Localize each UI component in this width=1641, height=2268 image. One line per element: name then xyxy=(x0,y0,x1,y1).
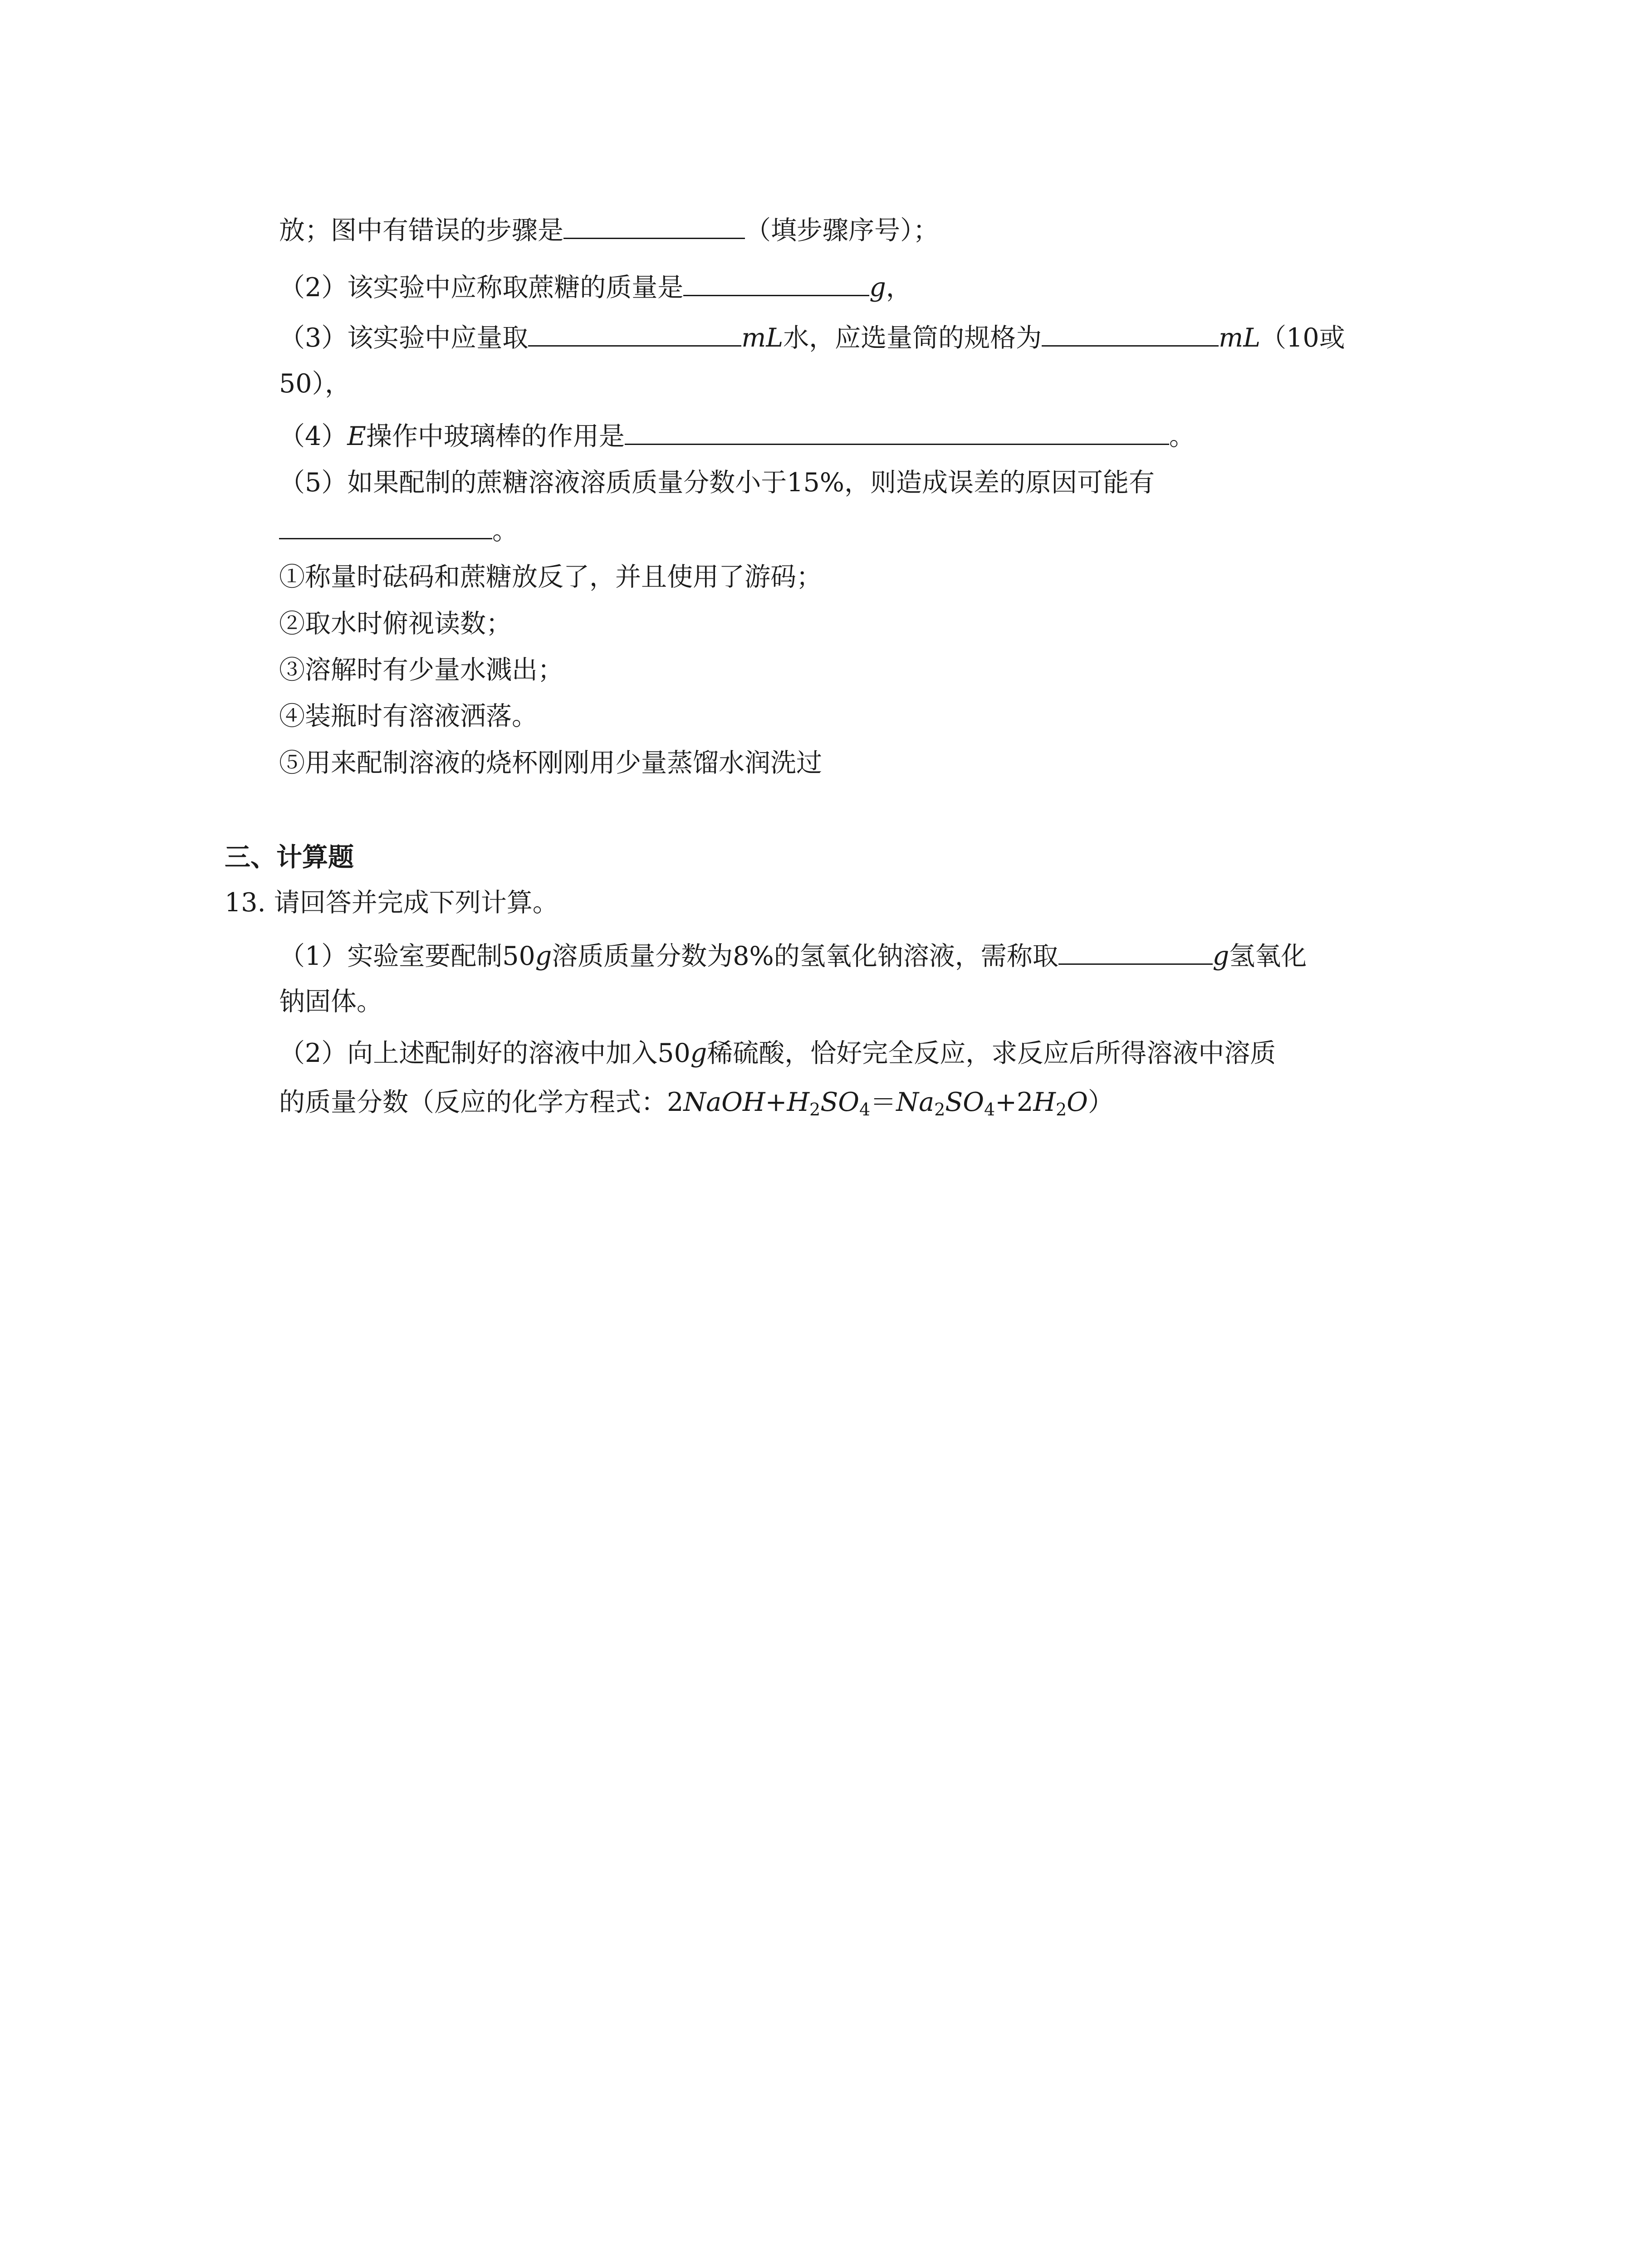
answer-blank-cylinder-size[interactable] xyxy=(1042,320,1219,347)
q12-part2: （2）该实验中应称取蔗糖的质量是 g， xyxy=(279,269,912,306)
option-item-2: ②取水时俯视读数； xyxy=(279,609,512,639)
answer-blank-glass-rod[interactable] xyxy=(625,418,1169,445)
answer-blank-sugar-mass[interactable] xyxy=(683,269,869,296)
q12-part3-cont: 50）， xyxy=(279,369,351,399)
q12-part3: （3）该实验中应量取 mL水，应选量筒的规格为 mL（10或 xyxy=(279,320,1345,356)
q12-part4: （4）E操作中玻璃棒的作用是 。 xyxy=(279,418,1195,455)
option-item-1: ①称量时砝码和蔗糖放反了，并且使用了游码； xyxy=(279,562,822,592)
answer-blank-water-volume[interactable] xyxy=(528,320,741,347)
option-item-3: ③溶解时有少量水溅出； xyxy=(279,655,563,685)
option-item-4: ④装瓶时有溶液洒落。 xyxy=(279,701,538,731)
q12-part5: （5）如果配制的蔗糖溶液溶质质量分数小于15%，则造成误差的原因可能有 xyxy=(279,468,1155,498)
answer-blank-error-causes[interactable] xyxy=(279,513,492,539)
q12-continuation-line: 放；图中有错误的步骤是 （填步骤序号）； xyxy=(279,212,939,249)
q13-part1: （1）实验室要配制50g溶质质量分数为8%的氢氧化钠溶液，需称取 g氢氧化 xyxy=(279,938,1307,974)
q13-part2-equation-line: 的质量分数（反应的化学方程式：$2NaOH+H_2SO_4=Na_2SO_4+2H_2O$） xyxy=(279,1087,1114,1119)
answer-blank-naoh-mass[interactable] xyxy=(1058,938,1213,965)
answer-blank-wrong-steps[interactable] xyxy=(563,212,745,239)
section-title-calculation: 三、计算题 xyxy=(225,842,354,872)
q12-part5-cont: 。 xyxy=(279,513,518,549)
option-item-5: ⑤用来配制溶液的烧杯刚刚用少量蒸馏水润洗过 xyxy=(279,748,822,778)
q13-part1-cont: 钠固体。 xyxy=(279,987,382,1017)
q13-stem: 13. 请回答并完成下列计算。 xyxy=(225,888,558,918)
q13-part2: （2）向上述配制好的溶液中加入50g稀硫酸，恰好完全反应，求反应后所得溶液中溶质 xyxy=(279,1038,1276,1068)
